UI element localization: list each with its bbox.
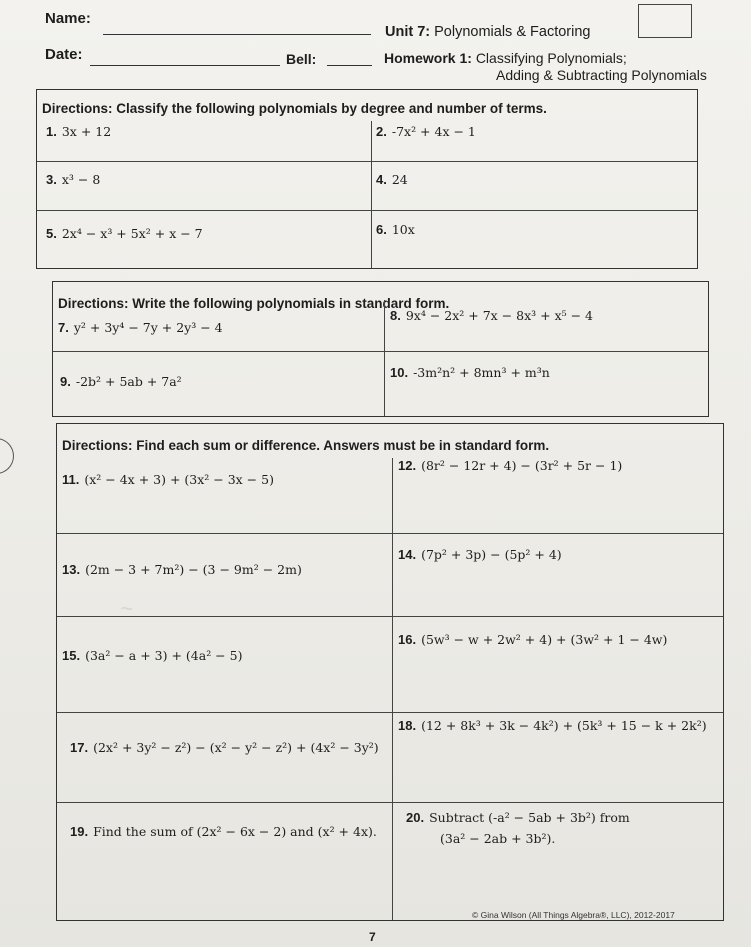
polynomial-expression: (3a² − a + 3) + (4a² − 5)	[85, 648, 243, 663]
problem-number: 14.	[398, 547, 417, 562]
problem-number: 5.	[46, 226, 57, 241]
problem-7	[58, 320, 223, 335]
row-divider	[37, 161, 697, 162]
polynomial-expression: (12 + 8k³ + 3k − 4k²) + (5k³ + 15 − k + 2k²)	[421, 718, 707, 733]
problem-5	[46, 226, 203, 241]
bell-label: Bell:	[286, 51, 317, 67]
problem-number: 7.	[58, 320, 69, 335]
problem-number: 2.	[376, 124, 387, 139]
problem-number: 4.	[376, 172, 387, 187]
problem-16	[398, 632, 667, 647]
problem-number: 8.	[390, 308, 401, 323]
problem-17	[70, 740, 379, 755]
polynomial-expression: (2x² + 3y² − z²) − (x² − y² − z²) + (4x² − 3y²)	[93, 740, 379, 755]
problem-number: 19.	[70, 824, 89, 839]
unit-number: Unit 7:	[385, 24, 431, 40]
polynomial: -3m²n² + 8mn³ + m³n	[413, 365, 550, 380]
polynomial: -2b² + 5ab + 7a²	[75, 374, 182, 389]
problem-number: 20.	[406, 810, 425, 825]
problem-number: 11.	[62, 472, 80, 487]
row-divider	[53, 351, 708, 352]
homework-topic-2: Adding & Subtracting Polynomials	[496, 67, 707, 83]
homework-topic-1: Classifying Polynomials;	[475, 50, 627, 66]
column-divider	[384, 300, 385, 416]
homework-number: Homework 1:	[384, 50, 472, 66]
problem-18	[398, 718, 707, 733]
date-label: Date:	[45, 46, 83, 63]
copyright-footer: © Gina Wilson (All Things Algebra®, LLC), 2012-2017	[472, 910, 675, 920]
sum-difference-directions: Directions: Find each sum or difference. Answers must be in standard form.	[62, 438, 550, 453]
word-problem: Find the sum of (2x² − 6x − 2) and (x² + 4x).	[93, 824, 377, 839]
problem-number: 6.	[376, 222, 387, 237]
classify-section	[36, 89, 698, 269]
problem-number: 9.	[60, 374, 71, 389]
problem-14	[398, 547, 562, 562]
row-divider	[37, 210, 697, 211]
problem-6	[376, 222, 415, 237]
sum-difference-section	[56, 423, 724, 921]
score-box	[638, 4, 692, 38]
polynomial: 9x⁴ − 2x² + 7x − 8x³ + x⁵ − 4	[405, 308, 594, 323]
problem-20	[406, 810, 630, 825]
polynomial: -7x² + 4x − 1	[391, 124, 476, 139]
binder-hole-mark	[0, 438, 14, 474]
problem-4	[376, 172, 408, 187]
problem-number: 18.	[398, 718, 417, 733]
problem-number: 10.	[390, 365, 409, 380]
problem-number: 1.	[46, 124, 57, 139]
unit-name: Polynomials & Factoring	[434, 24, 591, 40]
problem-15	[62, 648, 242, 663]
problem-1	[46, 124, 111, 139]
polynomial: 10x	[391, 222, 415, 237]
name-blank	[103, 34, 371, 35]
problem-9	[60, 374, 182, 389]
word-problem: Subtract (-a² − 5ab + 3b²) from	[429, 810, 630, 825]
bleed-through-text: ~	[120, 596, 133, 621]
problem-20-continued	[440, 831, 555, 846]
polynomial-expression: (3a² − 2ab + 3b²).	[440, 831, 556, 846]
homework-title	[384, 50, 627, 66]
date-blank	[90, 65, 280, 66]
page-number: 7	[369, 930, 376, 944]
problem-number: 15.	[62, 648, 81, 663]
problem-10	[390, 365, 550, 380]
problem-number: 3.	[46, 172, 57, 187]
polynomial-expression: (8r² − 12r + 4) − (3r² + 5r − 1)	[421, 458, 623, 473]
polynomial: 3x + 12	[61, 124, 112, 139]
classify-directions: Directions: Classify the following polynomials by degree and number of terms.	[42, 101, 547, 116]
problem-12	[398, 458, 622, 473]
name-label: Name:	[45, 10, 91, 27]
standard-form-directions: Directions: Write the following polynomials in standard form.	[58, 296, 450, 311]
polynomial: 24	[391, 172, 408, 187]
problem-3	[46, 172, 100, 187]
row-divider	[57, 533, 723, 534]
problem-number: 12.	[398, 458, 417, 473]
column-divider	[371, 121, 372, 268]
polynomial-expression: (2m − 3 + 7m²) − (3 − 9m² − 2m)	[85, 562, 302, 577]
problem-number: 17.	[70, 740, 89, 755]
problem-19	[70, 824, 377, 839]
polynomial: y² + 3y⁴ − 7y + 2y³ − 4	[73, 320, 223, 335]
problem-number: 13.	[62, 562, 81, 577]
problem-8	[390, 308, 593, 323]
bell-blank	[327, 65, 372, 66]
polynomial: x³ − 8	[61, 172, 101, 187]
problem-2	[376, 124, 476, 139]
column-divider	[392, 458, 393, 920]
problem-11	[62, 472, 274, 487]
polynomial-expression: (x² − 4x + 3) + (3x² − 3x − 5)	[84, 472, 274, 487]
unit-title	[385, 24, 590, 40]
problem-13	[62, 562, 302, 577]
polynomial-expression: (5w³ − w + 2w² + 4) + (3w² + 1 − 4w)	[421, 632, 668, 647]
polynomial-expression: (7p² + 3p) − (5p² + 4)	[421, 547, 562, 562]
row-divider	[57, 712, 723, 713]
problem-number: 16.	[398, 632, 417, 647]
polynomial: 2x⁴ − x³ + 5x² + x − 7	[61, 226, 203, 241]
row-divider	[57, 616, 723, 617]
row-divider	[57, 802, 723, 803]
